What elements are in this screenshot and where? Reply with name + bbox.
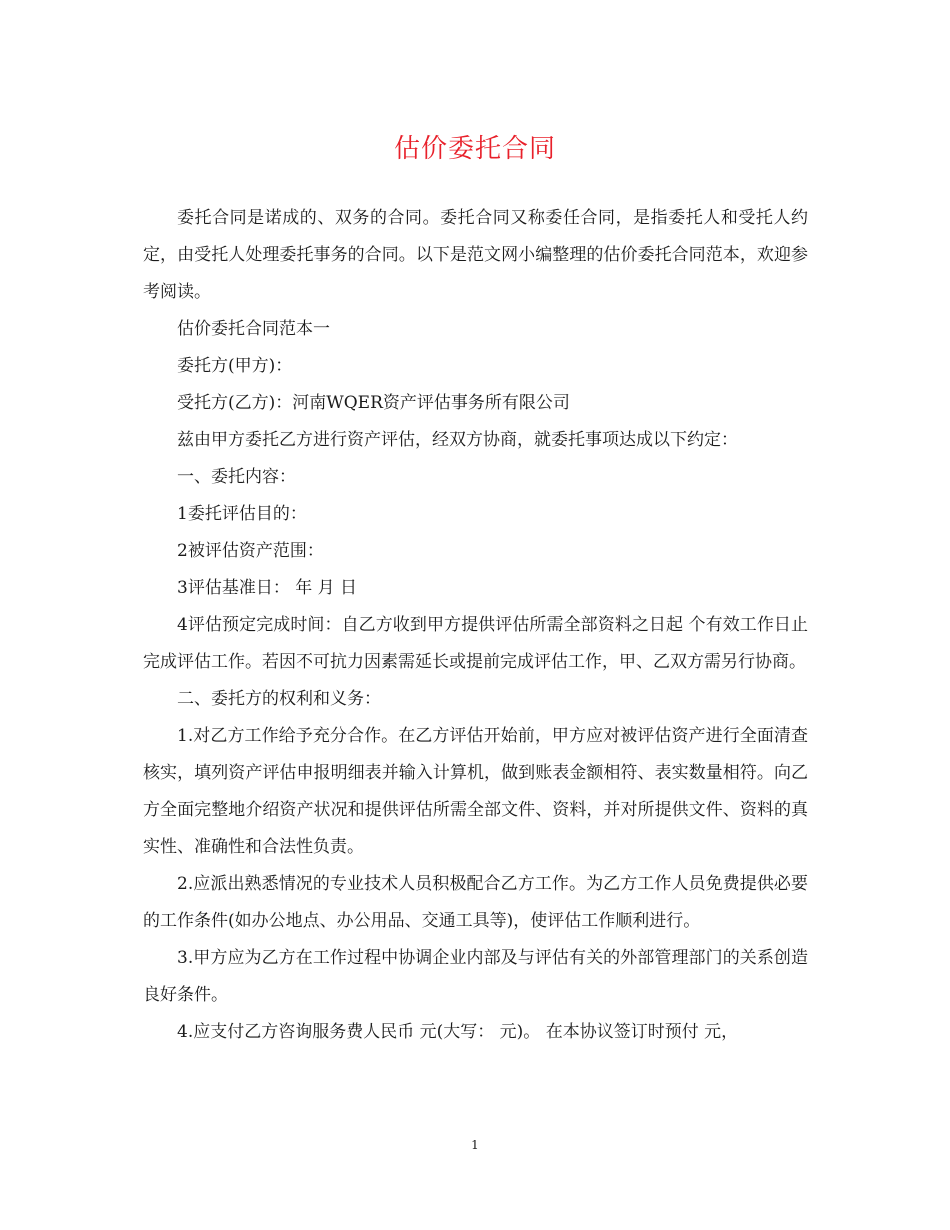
- section-heading-1: 一、委托内容：: [177, 467, 296, 487]
- document-body: [143, 200, 808, 1051]
- section-heading-2: 二、委托方的权利和义务：: [177, 689, 381, 709]
- clause-1-1: 1委托评估目的：: [177, 504, 307, 524]
- clause-1-3: 3评估基准日： 年 月 日: [177, 578, 358, 598]
- sample-heading: 估价委托合同范本一: [177, 319, 330, 339]
- document-title: 估价委托合同: [393, 134, 556, 164]
- clause-1-4: 4评估预定完成时间：自乙方收到甲方提供评估所需全部资料之日起 个有效工作日止完成评估工作。若因不可抗力因素需延长或提前完成评估工作，甲、乙双方需另行协商。: [143, 615, 808, 672]
- page-number: 1: [471, 1138, 479, 1152]
- clause-2-4: 4.应支付乙方咨询服务费人民币 元(大写： 元)。 在本协议签订时预付 元，: [177, 1022, 739, 1042]
- intro-paragraph: 委托合同是诺成的、双务的合同。委托合同又称委任合同，是指委托人和受托人约定，由受托人处理委托事务的合同。以下是范文网小编整理的估价委托合同范本，欢迎参考阅读。: [143, 208, 808, 302]
- clause-2-2: 2.应派出熟悉情况的专业技术人员积极配合乙方工作。为乙方工作人员免费提供必要的工作条件(如办公地点、办公用品、交通工具等)，使评估工作顺利进行。: [143, 874, 808, 931]
- party-b-line: 受托方(乙方)：河南WQER资产评估事务所有限公司: [177, 393, 570, 413]
- agreement-preamble: 兹由甲方委托乙方进行资产评估，经双方协商，就委托事项达成以下约定：: [177, 430, 738, 450]
- clause-2-1: 1.对乙方工作给予充分合作。在乙方评估开始前，甲方应对被评估资产进行全面清查核实，填列资产评估申报明细表并输入计算机，做到账表金额相符、表实数量相符。向乙方全面完整地介绍资产状况和提供评估所需全部文件、资料，并对所提供文件、资料的真实性、准确性和合法性负责。: [143, 726, 808, 857]
- clause-2-3: 3.甲方应为乙方在工作过程中协调企业内部及与评估有关的外部管理部门的关系创造良好条件。: [143, 948, 808, 1005]
- party-a-line: 委托方(甲方)：: [177, 356, 293, 376]
- clause-1-2: 2被评估资产范围：: [177, 541, 324, 561]
